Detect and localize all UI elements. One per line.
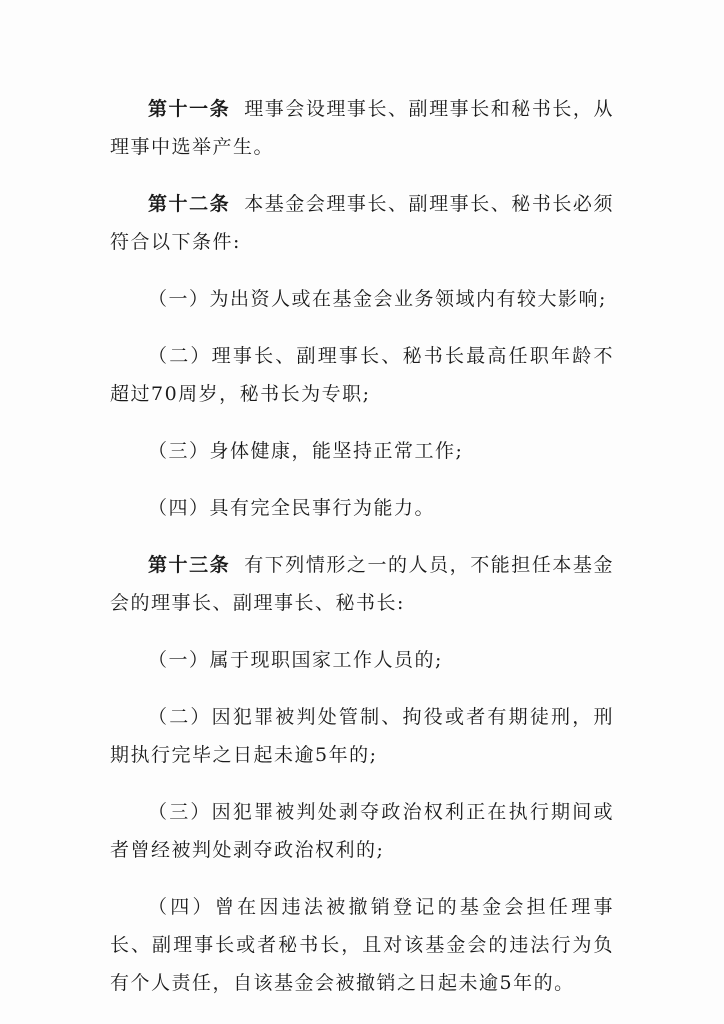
article-12-text: 本基金会理事长、副理事长、秘书长必须符合以下条件: xyxy=(110,193,614,253)
article-12 xyxy=(110,185,614,261)
article-11 xyxy=(110,90,614,166)
article-12-item-2: （二）理事长、副理事长、秘书长最高任职年龄不超过70周岁，秘书长为专职; xyxy=(110,345,614,405)
article-12-item-4: （四）具有完全民事行为能力。 xyxy=(148,497,436,519)
article-11-label: 第十一条 xyxy=(148,98,231,120)
article-13-item-1: （一）属于现职国家工作人员的; xyxy=(148,649,443,671)
article-13-item-3: （三）因犯罪被判处剥夺政治权利正在执行期间或者曾经被判处剥夺政治权利的; xyxy=(110,801,614,861)
article-13-text: 有下列情形之一的人员，不能担任本基金会的理事长、副理事长、秘书长: xyxy=(110,554,614,614)
article-13 xyxy=(110,546,614,622)
article-12-label: 第十二条 xyxy=(148,193,231,215)
article-13-label: 第十三条 xyxy=(148,554,231,576)
article-11-text: 理事会设理事长、副理事长和秘书长，从理事中选举产生。 xyxy=(110,98,614,158)
article-13-item-4: （四）曾在因违法被撤销登记的基金会担任理事长、副理事长或者秘书长，且对该基金会的违法行为负有个人责任，自该基金会被撤销之日起未逾5年的。 xyxy=(110,896,614,994)
article-12-item-3: （三）身体健康，能坚持正常工作; xyxy=(148,440,464,462)
article-13-item-2: （二）因犯罪被判处管制、拘役或者有期徒刑，刑期执行完毕之日起未逾5年的; xyxy=(110,706,614,766)
article-12-item-1: （一）为出资人或在基金会业务领域内有较大影响; xyxy=(148,288,607,310)
